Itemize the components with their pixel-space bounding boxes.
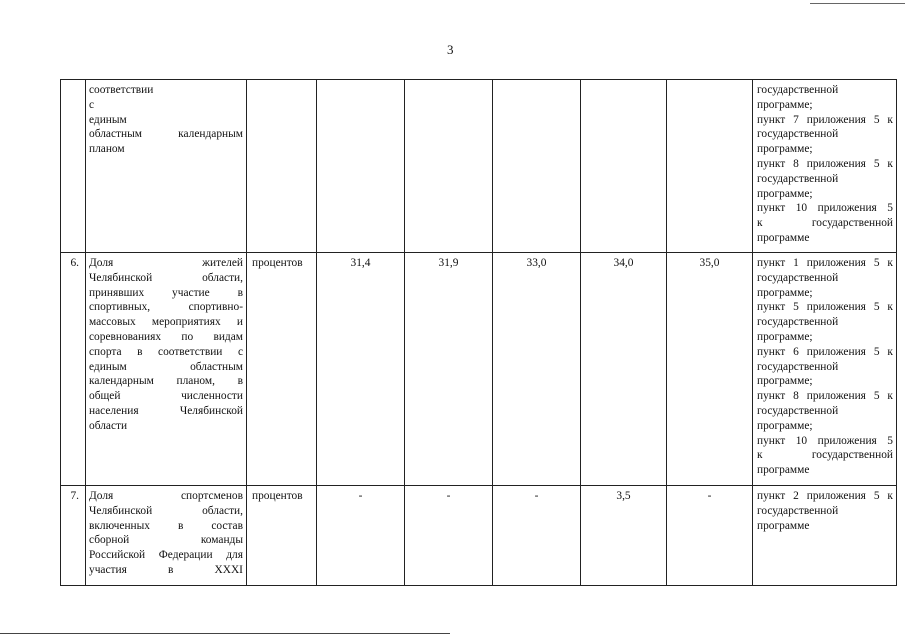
name-line [89,519,243,534]
page-number: 3 [447,42,454,57]
word: пункт [757,257,786,269]
name-line [89,389,243,404]
word: 5 [873,345,880,358]
word: в [137,345,143,358]
word: приложения [806,301,866,314]
name-line: планом [89,143,125,156]
word: 10 [795,434,808,447]
value-cell [317,80,405,253]
word: в [177,519,184,532]
word: XXXI [214,563,243,576]
word: видам [213,330,243,343]
word: сборной [89,534,130,547]
word: соответствии [89,84,154,96]
name-line [89,548,243,563]
word: 2 [793,490,799,502]
word: для [226,549,243,562]
unit-cell: процентов [247,486,317,586]
name-line [89,330,243,345]
word: приложения [817,202,877,215]
ref-line [757,345,893,360]
word: 1 [793,257,799,269]
name-line [89,504,243,519]
word: в [237,286,243,299]
row-number: 6. [61,253,86,486]
ref-line [757,489,893,504]
word: к [757,449,763,462]
row-number [61,80,86,253]
word: принявших [89,286,145,299]
table-row [61,486,897,586]
ref-line: государственной [757,84,839,96]
name-line [89,315,243,330]
ref-line [757,256,893,271]
word: в [167,563,174,576]
row-number: 7. [61,486,86,586]
ref-line [757,216,893,231]
name-line [89,345,243,360]
value-cell: - [317,486,405,586]
word: Доля [89,490,114,502]
ref-line: государственной [757,316,839,329]
word: и [236,316,243,329]
table-row [61,253,897,486]
word: областным [190,360,243,373]
word: приложения [806,345,866,358]
value-cell: - [405,486,493,586]
value-cell: 35,0 [667,253,753,486]
word: Челябинской [89,504,153,517]
word: к [887,257,893,269]
value-cell: 34,0 [581,253,667,486]
ref-line: государственной [757,504,839,517]
word: спортивно- [188,301,243,314]
word: области, [202,504,243,517]
word: участие [172,286,210,299]
word: государственной [811,217,893,230]
ref-line: государственной [757,404,839,417]
indicator-name [86,486,247,586]
word: в [237,375,243,388]
ref-line: программе; [757,286,813,299]
ref-line: программе [757,464,810,477]
word: приложения [806,490,866,502]
word: численности [181,390,243,403]
word: пункт [757,390,786,403]
indicator-name [86,253,247,486]
indicator-name [86,80,247,253]
name-line: области [89,419,128,432]
word: спорта [89,345,122,358]
ref-line: программе; [757,143,813,156]
ref-line [757,389,893,404]
value-cell [667,80,753,253]
reference-cell [753,486,897,586]
ref-line: государственной [757,172,839,185]
unit-cell: процентов [247,253,317,486]
word: соревнованиях [89,330,162,343]
value-cell: 31,9 [405,253,493,486]
word: к [757,217,763,230]
word: пункт [757,345,786,358]
ref-line: государственной [757,271,839,284]
table-body [61,80,897,586]
word: к [887,301,893,314]
value-cell: - [667,486,753,586]
name-line [89,374,243,389]
name-line [89,533,243,548]
word: 6 [793,345,799,358]
word: 5 [873,157,880,170]
ref-line [757,201,893,216]
word: команды [200,534,243,547]
top-rule [810,3,905,4]
word: государственной [811,449,893,462]
word: приложения [806,157,866,170]
word: приложения [806,113,866,126]
ref-line: программе; [757,419,813,432]
name-line [89,271,243,286]
value-cell: - [493,486,581,586]
word: соответствии [158,345,223,358]
word: планом, [176,375,215,388]
value-cell: 31,4 [317,253,405,486]
word: к [887,157,893,170]
ref-line [757,157,893,172]
word: участия [89,563,127,576]
word: населения [89,404,139,417]
word: общей [89,390,121,403]
word: включенных [89,519,150,532]
word: приложения [817,434,877,447]
table-row [61,80,897,253]
name-line [89,489,243,504]
word: 5 [887,434,893,447]
unit-cell [247,80,317,253]
word: 5 [873,113,880,126]
word: Челябинской [179,404,243,417]
name-line [89,360,243,375]
word: Федерации [158,549,213,562]
name-line [89,404,243,419]
word: пункт [757,202,786,215]
ref-line: программе; [757,187,813,200]
word: Челябинской [89,271,153,284]
word: по [181,330,194,343]
word: спортивных, [89,301,151,314]
name-line [89,286,243,301]
word: жителей [202,257,243,269]
word: областным [89,128,142,141]
ref-line: программе [757,231,810,244]
word: 5 [887,202,893,215]
ref-line [757,434,893,449]
value-cell [405,80,493,253]
word: спортсменов [181,490,243,502]
value-cell [581,80,667,253]
word: области, [202,271,243,284]
bottom-rule [0,633,450,634]
word: 5 [873,490,880,502]
ref-line [757,448,893,463]
word: Российской [89,549,146,562]
word: 5 [793,301,799,314]
word: к [887,345,893,358]
word: 10 [795,202,808,215]
word: приложения [806,257,866,269]
word: с [237,345,243,358]
word: пункт [757,157,786,170]
ref-line: государственной [757,128,839,141]
value-cell: 33,0 [493,253,581,486]
word: мероприятиях [151,316,221,329]
word: календарным [89,375,154,388]
ref-line: программе; [757,375,813,388]
word: приложения [806,390,866,403]
word: с [89,98,95,111]
word: к [887,390,893,403]
word: 5 [873,301,880,314]
name-line [89,127,243,142]
word: единым [89,113,127,126]
ref-line: программе; [757,330,813,343]
value-cell [493,80,581,253]
ref-line [757,300,893,315]
word: Доля [89,257,114,269]
word: к [887,113,893,126]
word: пункт [757,301,786,314]
word: 7 [793,113,799,126]
reference-cell [753,80,897,253]
name-line [89,300,243,315]
value-cell: 3,5 [581,486,667,586]
ref-line: государственной [757,360,839,373]
indicator-table [60,79,897,586]
name-line [89,256,243,271]
word: пункт [757,113,786,126]
name-line [89,83,243,127]
word: пункт [757,434,786,447]
word: к [887,490,893,502]
word: состав [211,519,243,532]
word: календарным [178,128,243,141]
name-line [89,563,243,578]
word: 5 [873,390,880,403]
word: 8 [793,157,799,170]
ref-line [757,113,893,128]
reference-cell [753,253,897,486]
ref-line: программе; [757,98,813,111]
word: 8 [793,390,799,403]
ref-line: программе [757,519,810,532]
word: единым [89,360,127,373]
word: 5 [873,257,880,269]
word: пункт [757,490,786,502]
word: массовых [89,316,136,329]
